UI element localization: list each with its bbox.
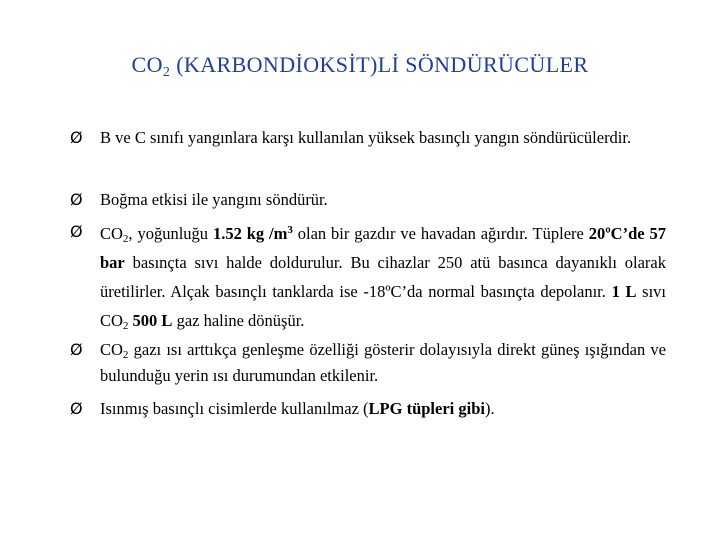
title-subscript: 2	[162, 65, 171, 80]
arrow-bullet-icon: Ø	[70, 340, 83, 359]
bullet-item	[70, 187, 666, 213]
arrow-bullet-icon: Ø	[70, 222, 83, 241]
arrow-bullet-icon: Ø	[70, 190, 83, 209]
arrow-bullet-icon: Ø	[70, 399, 83, 418]
bullet-item	[70, 337, 666, 389]
arrow-bullet-icon: Ø	[70, 128, 83, 147]
bullet-text: Boğma etkisi ile yangını söndürür.	[100, 190, 328, 209]
bullet-text: $CO_2$, yoğunluğu 1.52 kg $/m^3$ olan bir gazdır ve havadan ağırdır. Tüplere 20ºC’de 57 bar basınçta sıvı halde doldurulur. Bu cihazlar 250 atü basınca dayanıklı olarak üretilirler. Alçak basınçlı tanklarda ise -18ºC’da normal basınçta depolanır. 1 L sıvı $CO_2$ 500 L gaz haline dönüşür.	[100, 224, 667, 332]
slide-title	[0, 52, 720, 81]
bullet-text: B ve C sınıfı yangınlara karşı kullanılan yüksek basınçlı yangın söndürücülerdir.	[100, 128, 632, 147]
bullet-item	[70, 125, 666, 151]
bullet-item	[70, 396, 666, 422]
title-text-rest: (KARBONDİOKSİT)Lİ SÖNDÜRÜCÜLER	[170, 52, 589, 77]
bullet-item	[70, 219, 666, 335]
bullet-text: Isınmış basınçlı cisimlerde kullanılmaz (LPG tüpleri gibi).	[100, 399, 495, 418]
title-text: CO	[131, 52, 163, 77]
bullet-text: $CO_2$ gazı ısı arttıkça genleşme özelliği gösterir dolayısıyla direkt güneş ışığından ve bulunduğu yerin ısı durumundan etkilenir.	[100, 340, 666, 385]
